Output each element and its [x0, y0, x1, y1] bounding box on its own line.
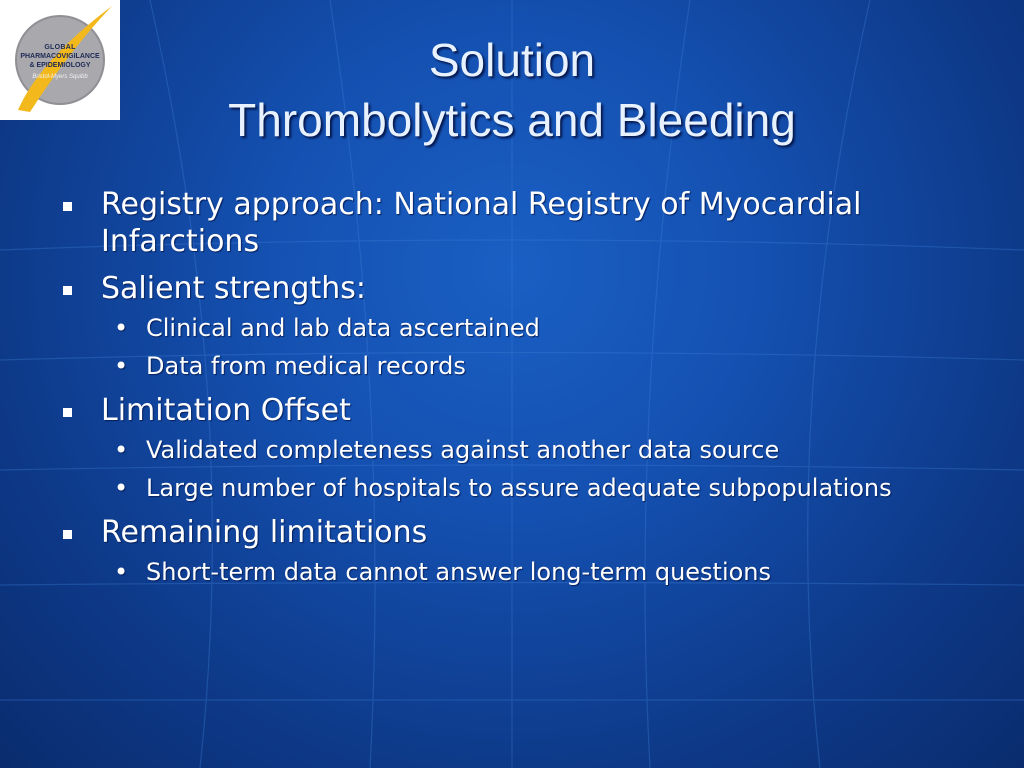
- slide-title: [120, 30, 904, 150]
- square-bullet-icon: [63, 408, 72, 417]
- sub-bullet-item: [60, 313, 940, 344]
- bullet-item: [60, 270, 940, 307]
- bullet-item: [60, 186, 940, 260]
- sub-bullet-item: [60, 351, 940, 382]
- sub-bullet-text: Short-term data cannot answer long-term questions: [146, 558, 772, 586]
- dot-bullet-icon: •: [114, 314, 129, 342]
- sub-bullet-list: [60, 557, 940, 588]
- logo-text-pharmacovigilance: PHARMACOVIGILANCE: [20, 53, 100, 60]
- sub-bullet-text: Large number of hospitals to assure adequate subpopulations: [146, 474, 892, 502]
- sub-bullet-item: [60, 435, 940, 466]
- bullet-item: [60, 392, 940, 429]
- logo-text-global: GLOBAL: [44, 44, 76, 51]
- sub-bullet-item: [60, 473, 940, 504]
- bullet-text: Limitation Offset: [101, 393, 351, 428]
- sub-bullet-text: Data from medical records: [146, 352, 466, 380]
- logo-text-epidemiology: & EPIDEMIOLOGY: [29, 62, 91, 69]
- logo-text-company: Bristol-Myers Squibb: [32, 74, 88, 80]
- bullet-text: Salient strengths:: [101, 271, 366, 306]
- logo-globe-icon: [0, 0, 120, 120]
- slide-body: [60, 186, 940, 598]
- slide-title-line1: Solution: [428, 34, 596, 86]
- dot-bullet-icon: •: [114, 558, 129, 586]
- slide-title-line2: Thrombolytics and Bleeding: [228, 94, 796, 146]
- sub-bullet-list: [60, 435, 940, 504]
- square-bullet-icon: [63, 530, 72, 539]
- dot-bullet-icon: •: [114, 474, 129, 502]
- sub-bullet-list: [60, 313, 940, 382]
- dot-bullet-icon: •: [114, 352, 129, 380]
- bullet-text: Remaining limitations: [101, 515, 428, 550]
- sub-bullet-text: Clinical and lab data ascertained: [146, 314, 540, 342]
- square-bullet-icon: [63, 286, 72, 295]
- dot-bullet-icon: •: [114, 436, 129, 464]
- sub-bullet-item: [60, 557, 940, 588]
- sub-bullet-text: Validated completeness against another data source: [146, 436, 780, 464]
- bullet-item: [60, 514, 940, 551]
- company-logo: [0, 0, 120, 120]
- square-bullet-icon: [63, 202, 72, 211]
- bullet-text: Registry approach: National Registry of Myocardial Infarctions: [101, 187, 862, 259]
